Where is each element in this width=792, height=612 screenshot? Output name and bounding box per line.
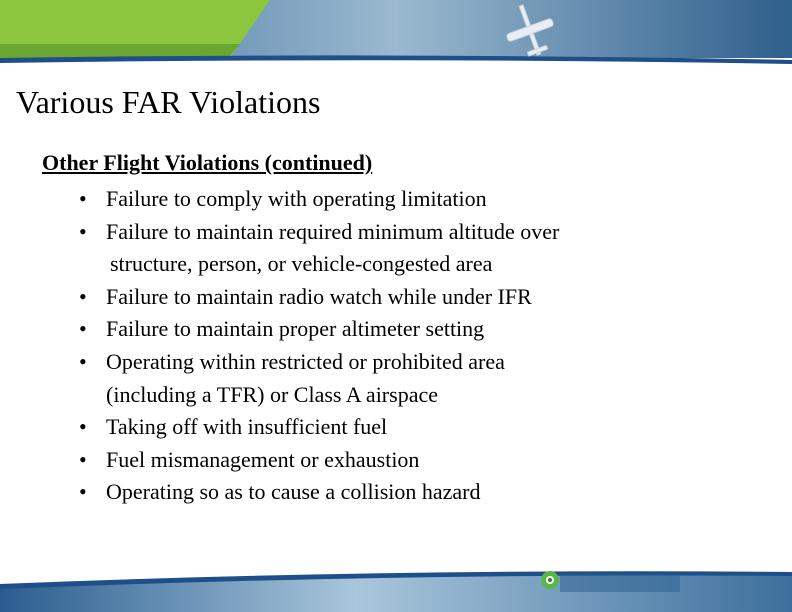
bullet-text: Failure to maintain radio watch while under IFR bbox=[106, 283, 532, 309]
bullet-item bbox=[75, 216, 559, 281]
bullet-text: Operating so as to cause a collision hazard bbox=[106, 479, 481, 505]
bullet-item bbox=[75, 411, 559, 444]
top-banner bbox=[0, 0, 792, 72]
navigation-dot-icon[interactable] bbox=[541, 571, 559, 589]
bullet-item bbox=[75, 183, 559, 216]
bullet-text-continuation: structure, person, or vehicle-congested area bbox=[110, 251, 493, 277]
bullet-item bbox=[75, 346, 559, 411]
bullet-item bbox=[75, 476, 559, 509]
section-heading: Other Flight Violations (continued) bbox=[42, 150, 373, 175]
bullet-item bbox=[75, 444, 559, 477]
slide-title: Various FAR Violations bbox=[16, 84, 321, 120]
bullet-text: Fuel mismanagement or exhaustion bbox=[106, 446, 420, 472]
bullet-item bbox=[75, 281, 559, 314]
bottom-banner bbox=[0, 556, 792, 612]
bullet-text: Operating within restricted or prohibited area bbox=[106, 348, 505, 374]
bullet-item bbox=[75, 313, 559, 346]
bullet-text: Failure to comply with operating limitation bbox=[106, 186, 487, 211]
bullet-text: Failure to maintain proper altimeter setting bbox=[106, 316, 485, 342]
bullet-text-continuation: (including a TFR) or Class A airspace bbox=[106, 381, 438, 407]
bullet-text: Taking off with insufficient fuel bbox=[106, 414, 388, 440]
bullet-text: Failure to maintain required minimum altitude over bbox=[106, 218, 560, 244]
bullet-list bbox=[75, 183, 559, 509]
